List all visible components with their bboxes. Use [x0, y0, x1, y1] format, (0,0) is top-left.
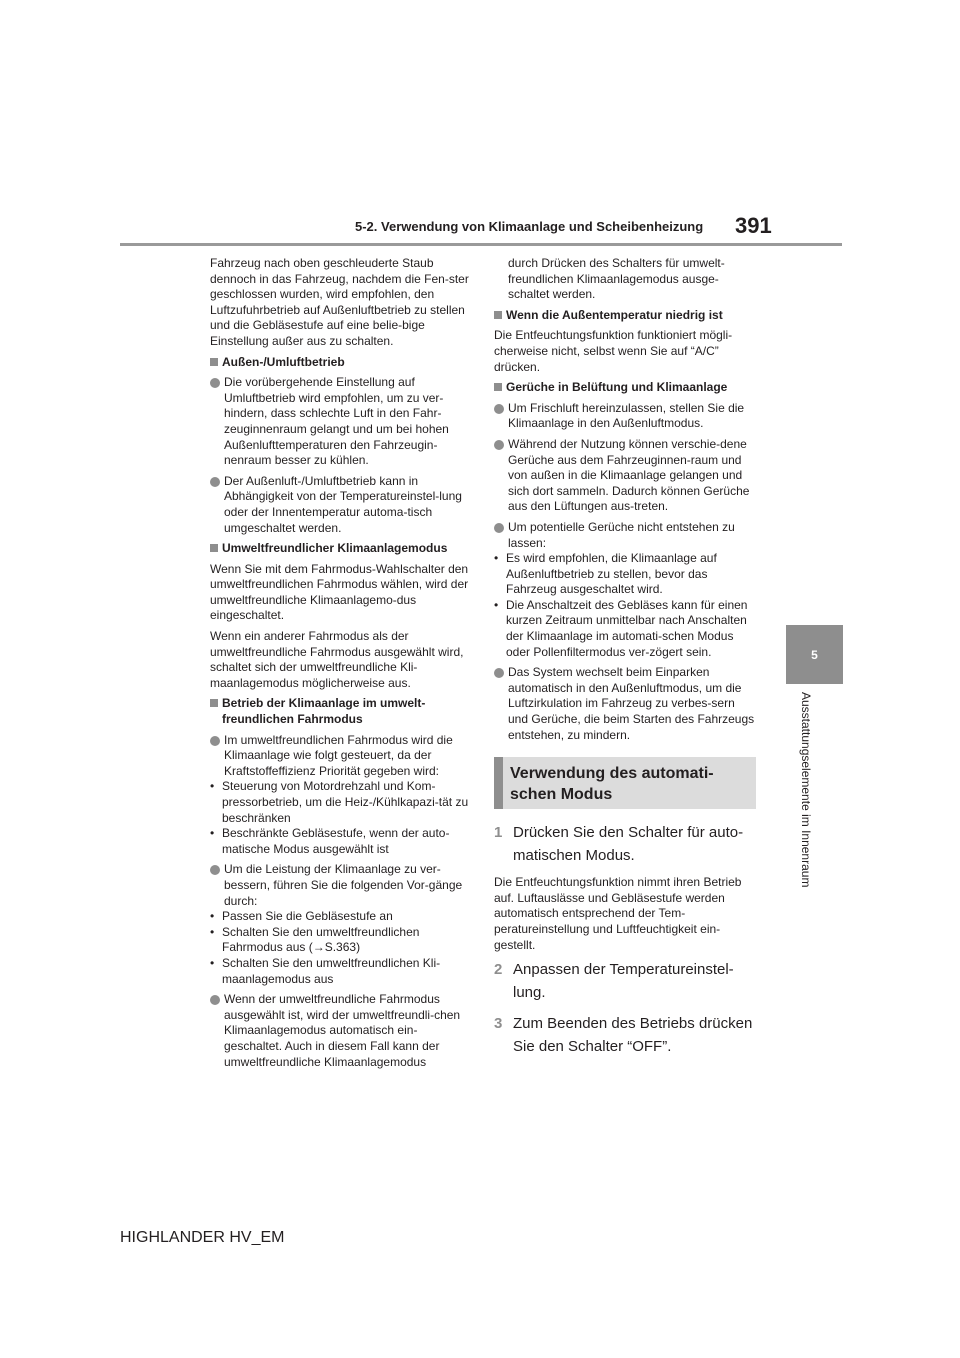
- circle-bullet-icon: [494, 668, 504, 678]
- section-title-line: Verwendung des automati-: [510, 765, 714, 783]
- step-item: [494, 1012, 756, 1058]
- dot-bullet-icon: •: [210, 779, 215, 794]
- sub-item-text: Schalten Sie den umweltfreundlichen Fahrmodus aus (→S.363): [222, 924, 420, 955]
- list-item: [210, 862, 472, 909]
- paragraph: Wenn ein anderer Fahrmodus als der umweltfreundliche Fahrmodus ausgewählt wird, schaltet sich der umweltfreundliche Kli-maanlagemodus möglicherweise aus.: [210, 629, 464, 690]
- left-column: [210, 256, 472, 1075]
- sub-list-item: [210, 925, 472, 956]
- square-bullet-icon: [210, 544, 218, 552]
- circle-bullet-icon: [210, 865, 220, 875]
- section-heading-box: [494, 757, 756, 809]
- square-bullet-icon: [210, 358, 218, 366]
- list-item-text: Um potentielle Gerüche nicht entstehen zu lassen:: [508, 519, 735, 550]
- list-item-text: Der Außenluft-/Umluftbetrieb kann in Abhängigkeit von der Temperatureinstel-lung oder der Innentemperatur automa-tisch umgeschaltet werden.: [224, 473, 462, 535]
- list-item-text: Wenn der umweltfreundliche Fahrmodus ausgewählt ist, wird der umweltfreundli-chen Klimaanlagemodus automatisch ein-geschaltet. Auch in diesem Fall kann der umweltfreundliche Klimaanlagemodus: [224, 992, 461, 1069]
- paragraph: Die Entfeuchtungsfunktion funktioniert mögli-cherweise nicht, selbst wenn Sie auf “A/C” drücken.: [494, 328, 733, 374]
- sub-list-item: [494, 598, 756, 660]
- circle-bullet-icon: [210, 736, 220, 746]
- step-text: Anpassen der Temperatureinstel-lung.: [513, 961, 734, 1002]
- step-number: 2: [494, 961, 503, 979]
- list-item: [210, 992, 472, 1070]
- list-item-text: Um die Leistung der Klimaanlage zu ver-bessern, führen Sie die folgenden Vor-gänge durch:: [224, 862, 463, 908]
- section-header: 5-2. Verwendung von Klimaanlage und Scheibenheizung: [355, 219, 704, 234]
- list-item-text: Im umweltfreundlichen Fahrmodus wird die Klimaanlage wie folgt gesteuert, da der Kraftstoffeffizienz Priorität gegeben wird:: [224, 732, 453, 778]
- heading-eco-mode: [210, 541, 472, 557]
- chapter-tab: 5: [786, 625, 843, 684]
- chapter-label: Ausstattungselemente im Innenraum: [799, 692, 813, 888]
- sub-list-item: [210, 909, 472, 925]
- heading-text: Außen-/Umluftbetrieb: [222, 354, 345, 369]
- list-item-text: Das System wechselt beim Einparken automatisch in den Außenluftmodus, um die Luftzirkulation im Fahrzeug zu verbes-sern und Gerüche, die beim Starten des Fahrzeugs entstehen, zu mindern.: [508, 665, 755, 742]
- step-text: Drücken Sie den Schalter für auto-matischen Modus.: [513, 824, 744, 865]
- list-item: [494, 437, 756, 515]
- step-number: 3: [494, 1015, 503, 1033]
- sub-list-item: [210, 826, 472, 857]
- section-title-line: schen Modus: [510, 786, 613, 804]
- step-item: [494, 821, 756, 867]
- heading-recirculation: [210, 355, 472, 371]
- heading-text: Umweltfreundlicher Klimaanlagemodus: [222, 541, 448, 556]
- list-item-text: Um Frischluft hereinzulassen, stellen Sie die Klimaanlage in den Außenluftmodus.: [508, 400, 745, 431]
- section-bar: [494, 757, 503, 809]
- sub-item-text: Schalten Sie den umweltfreundlichen Kli-maanlagemodus aus: [222, 955, 441, 986]
- heading-eco-operation: [210, 696, 472, 727]
- list-item: [210, 733, 472, 780]
- step-text: Zum Beenden des Betriebs drücken Sie den Schalter “OFF”.: [513, 1015, 753, 1056]
- sub-item-text: Passen Sie die Gebläsestufe an: [222, 909, 393, 924]
- circle-bullet-icon: [210, 477, 220, 487]
- sub-list-item: [210, 956, 472, 987]
- list-item-text: Während der Nutzung können verschie-dene Gerüche aus dem Fahrzeuginnen-raum und von außen in die Klimaanlage gelangen und sich dort sammeln. Dadurch können Gerüche aus den Lüftungen aus-treten.: [508, 436, 750, 514]
- list-item: [210, 474, 472, 536]
- square-bullet-icon: [494, 383, 502, 391]
- sub-item-text: Steuerung von Motordrehzahl und Kom-pressorbetrieb, um die Heiz-/Kühlkapazi-tät zu beschränken: [222, 779, 469, 825]
- sub-item-text: Es wird empfohlen, die Klimaanlage auf Außenluftbetrieb zu stellen, bevor das Fahrzeug ausgeschaltet wird.: [506, 551, 717, 597]
- heading-text: Betrieb der Klimaanlage im umwelt-freundlichen Fahrmodus: [222, 696, 426, 727]
- dot-bullet-icon: •: [494, 551, 499, 566]
- step-number: 1: [494, 824, 503, 842]
- dot-bullet-icon: •: [210, 924, 215, 939]
- circle-bullet-icon: [494, 440, 504, 450]
- square-bullet-icon: [494, 311, 502, 319]
- heading-low-temperature: [494, 308, 756, 324]
- square-bullet-icon: [210, 699, 218, 707]
- list-item: [494, 665, 756, 743]
- heading-odors: [494, 380, 756, 396]
- list-item-text: Die vorübergehende Einstellung auf Umluftbetrieb wird empfohlen, um zu ver-hindern, dass schlechte Luft in den Fahr-zeuginnenraum gelangt und um bei hohen Außenlufttemperaturen den Fahrzeugin-nenraum besser zu kühlen.: [224, 375, 449, 468]
- list-item: [210, 375, 472, 469]
- continued-paragraph: durch Drücken des Schalters für umwelt-freundlichen Klimaanlagemodus ausge-schaltet werden.: [508, 256, 725, 302]
- circle-bullet-icon: [210, 378, 220, 388]
- step-item: [494, 958, 756, 1004]
- dot-bullet-icon: •: [210, 955, 215, 970]
- right-column: [494, 256, 756, 1066]
- sub-list-item: [494, 551, 756, 598]
- dot-bullet-icon: •: [210, 826, 215, 841]
- dot-bullet-icon: •: [210, 909, 215, 924]
- paragraph: Die Entfeuchtungsfunktion nimmt ihren Betrieb auf. Luftauslässe und Gebläsestufe werden automatisch entsprechend der Tem-peratureinstellung und Luftfeuchtigkeit ein-gestellt.: [494, 875, 742, 952]
- sub-item-text: Beschränkte Gebläsestufe, wenn der auto-matische Modus ausgewählt ist: [222, 826, 450, 856]
- heading-text: Wenn die Außentemperatur niedrig ist: [506, 307, 723, 322]
- circle-bullet-icon: [494, 404, 504, 414]
- sub-item-text: Die Anschaltzeit des Gebläses kann für einen kurzen Zeitraum unmittelbar nach Anschalten der Klimaanlage im automati-schen Modus oder Pollenfiltermodus ver-zögert sein.: [506, 597, 748, 659]
- intro-paragraph: Fahrzeug nach oben geschleuderte Staub dennoch in das Fahrzeug, nachdem die Fen-ster geschlossen wurden, wird empfohlen, den Luftzufuhrbetrieb auf Außenluftbetrieb zu stellen und die Gebläsestufe auf eine belie-bige Einstellung außer aus zu schalten.: [210, 256, 469, 348]
- circle-bullet-icon: [494, 523, 504, 533]
- page-number: 391: [735, 213, 772, 238]
- paragraph: Wenn Sie mit dem Fahrmodus-Wahlschalter den umweltfreundlichen Fahrmodus wählen, wird der umweltfreundliche Klimaanlagemo-dus eingeschaltet.: [210, 561, 469, 623]
- circle-bullet-icon: [210, 995, 220, 1005]
- footer-model: HIGHLANDER HV_EM: [120, 1229, 285, 1246]
- list-item: [494, 401, 756, 432]
- header-rule: [120, 243, 842, 246]
- sub-list-item: [210, 779, 472, 826]
- section-title: [510, 763, 714, 805]
- dot-bullet-icon: •: [494, 597, 499, 612]
- heading-text: Gerüche in Belüftung und Klimaanlage: [506, 380, 728, 395]
- list-item: [494, 520, 756, 551]
